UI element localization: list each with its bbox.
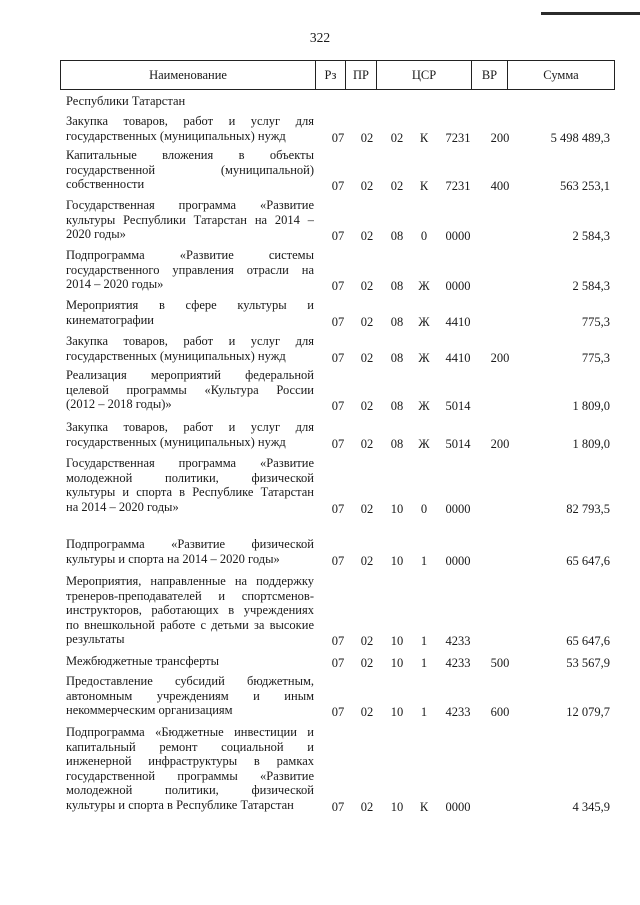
row-pr: 02	[360, 705, 374, 720]
row-name-line: государственных (муниципальных) нужд	[66, 434, 286, 449]
row-csr-subprogram: К	[419, 130, 429, 145]
row-name	[66, 537, 314, 566]
row-csr-direction: 7231	[445, 179, 471, 194]
row-csr-direction: 0000	[445, 229, 471, 244]
row-pr: 02	[360, 179, 374, 194]
row-rz: 07	[331, 800, 345, 814]
row-csr-direction: 5014	[445, 436, 471, 451]
row-name-line: на 2014 – 2020 годы»	[66, 499, 179, 514]
row-sum: 12 079,7	[566, 705, 610, 720]
row-csr-direction: 4410	[445, 314, 471, 329]
row-name-line: Государственная программа «Развитие	[66, 456, 314, 470]
row-sum: 53 567,9	[566, 656, 610, 670]
row-vr: 400	[490, 179, 510, 194]
row-pr: 02	[360, 229, 374, 244]
row-sum: 775,3	[581, 314, 610, 329]
row-csr-subprogram: 0	[420, 501, 428, 516]
row-name-line: культуры и спорта на 2014 – 2020 годы»	[66, 551, 280, 566]
row-name-line: государственных (муниципальных) нужд	[66, 128, 286, 143]
row-csr-subprogram: 1	[420, 634, 428, 649]
row-sum: 4 345,9	[572, 800, 610, 814]
row-sum: 2 584,3	[572, 229, 610, 244]
row-pr: 02	[360, 314, 374, 329]
row-name-line: по внешкольной работе с детьми за высокие	[66, 617, 314, 632]
row-name-line: собственности	[66, 177, 145, 192]
row-rz: 07	[331, 279, 345, 294]
row-name-line: Закупка товаров, работ и услуг для	[66, 114, 314, 128]
row-csr-subprogram: Ж	[418, 350, 430, 365]
row-name-line: культуры Республики Татарстан на 2014 –	[66, 212, 314, 227]
row-csr-program: 08	[390, 436, 404, 451]
row-csr-subprogram: 1	[420, 656, 428, 670]
header-vr: ВР	[472, 61, 508, 90]
row-name	[66, 420, 314, 449]
row-pr: 02	[360, 553, 374, 568]
row-rz: 07	[331, 501, 345, 516]
row-pr: 02	[360, 501, 374, 516]
row-rz: 07	[331, 436, 345, 451]
row-csr-program: 10	[390, 501, 404, 516]
row-sum: 563 253,1	[560, 179, 610, 194]
row-name-line: Государственная программа «Развитие	[66, 198, 314, 212]
row-csr-program: 08	[390, 279, 404, 294]
header-name: Наименование	[61, 61, 316, 90]
row-csr-direction: 7231	[445, 130, 471, 145]
row-pr: 02	[360, 130, 374, 145]
header-sum: Сумма	[508, 61, 615, 90]
row-name-line: культуры и спорта в Республике Татарстан	[66, 485, 314, 500]
row-csr-program: 10	[390, 656, 404, 670]
row-sum: 1 809,0	[572, 436, 610, 451]
row-name-line: государственного управления отрасли на	[66, 262, 314, 277]
row-name-line: Мероприятия в сфере культуры и	[66, 298, 314, 312]
row-vr: 600	[490, 705, 510, 720]
row-csr-program: 10	[390, 634, 404, 649]
row-csr-program: 02	[390, 179, 404, 194]
row-csr-subprogram: Ж	[418, 436, 430, 451]
row-csr-subprogram: Ж	[418, 399, 430, 414]
page-number: 322	[309, 30, 331, 45]
row-name-line: молодежной политики, физической	[66, 783, 314, 798]
row-name-line: государственной (муниципальной)	[66, 162, 314, 177]
row-name-line: государственной программы «Развитие	[66, 768, 314, 783]
row-vr: 200	[490, 350, 510, 365]
row-name-line: Подпрограмма «Бюджетные инвестиции и	[66, 725, 314, 739]
row-sum: 775,3	[581, 350, 610, 365]
row-pr: 02	[360, 656, 374, 670]
row-sum: 1 809,0	[572, 399, 610, 414]
row-pr: 02	[360, 350, 374, 365]
header-csr: ЦСР	[377, 61, 472, 90]
row-csr-direction: 0000	[445, 501, 471, 516]
row-name-line: кинематографии	[66, 312, 155, 327]
row-csr-direction: 4410	[445, 350, 471, 365]
row-rz: 07	[331, 656, 345, 670]
row-name-line: 2014 – 2020 годы»	[66, 277, 164, 292]
row-csr-direction: 4233	[445, 634, 471, 649]
row-name-line: Предоставление субсидий бюджетным,	[66, 674, 314, 688]
row-csr-subprogram: 0	[420, 229, 428, 244]
row-pr: 02	[360, 436, 374, 451]
row-csr-program: 08	[390, 399, 404, 414]
row-csr-subprogram: Ж	[418, 314, 430, 329]
row-csr-subprogram: 1	[420, 553, 428, 568]
row-name-line: Подпрограмма «Развитие физической	[66, 537, 314, 551]
row-rz: 07	[331, 705, 345, 720]
top-edge-bar	[541, 12, 640, 15]
row-pr: 02	[360, 399, 374, 414]
row-vr: 200	[490, 436, 510, 451]
row-rz: 07	[331, 399, 345, 414]
row-name-line: инженерной инфраструктуры в рамках	[66, 754, 314, 769]
row-csr-program: 08	[390, 350, 404, 365]
row-name	[66, 574, 314, 647]
row-rz: 07	[331, 553, 345, 568]
row-name-line: молодежной политики, физической	[66, 470, 314, 485]
row-csr-program: 10	[390, 705, 404, 720]
row-sum: 65 647,6	[566, 634, 610, 649]
row-name-line: Реализация мероприятий федеральной	[66, 368, 314, 382]
row-name-line: инструкторов, работающих в учреждениях	[66, 603, 314, 618]
row-pr: 02	[360, 279, 374, 294]
table-header	[60, 60, 615, 90]
row-name-line: тренеров-преподавателей и спортсменов-	[66, 588, 314, 603]
row-sum: 5 498 489,3	[550, 130, 610, 145]
row-name-line: государственных (муниципальных) нужд	[66, 348, 286, 363]
row-pr: 02	[360, 800, 374, 814]
row-name	[66, 198, 314, 242]
row-name	[66, 456, 314, 514]
row-rz: 07	[331, 130, 345, 145]
continuation-text: Республики Татарстан	[66, 94, 186, 108]
row-rz: 07	[331, 350, 345, 365]
row-csr-subprogram: 1	[420, 705, 428, 720]
row-csr-program: 10	[390, 553, 404, 568]
header-rz: Рз	[316, 61, 346, 90]
row-sum: 82 793,5	[566, 501, 610, 516]
row-name-line: автономным учреждениям и иным	[66, 688, 314, 703]
row-name-line: (2012 – 2018 годы)»	[66, 397, 172, 412]
row-csr-program: 02	[390, 130, 404, 145]
row-csr-direction: 5014	[445, 399, 471, 414]
header-pr: ПР	[346, 61, 377, 90]
row-name	[66, 248, 314, 292]
row-rz: 07	[331, 229, 345, 244]
row-name-line: Межбюджетные трансферты	[66, 654, 220, 668]
row-name	[66, 298, 314, 327]
row-csr-subprogram: К	[419, 179, 429, 194]
row-rz: 07	[331, 179, 345, 194]
row-csr-subprogram: Ж	[418, 279, 430, 294]
row-name-line: целевой программы «Культура России	[66, 382, 314, 397]
row-vr: 200	[490, 130, 510, 145]
row-name-line: результаты	[66, 632, 125, 647]
row-name-line: Подпрограмма «Развитие системы	[66, 248, 314, 262]
row-csr-direction: 0000	[445, 800, 471, 814]
row-csr-program: 10	[390, 800, 404, 814]
row-sum: 2 584,3	[572, 279, 610, 294]
row-name	[66, 725, 314, 813]
row-name	[66, 674, 314, 718]
row-name-line: Капитальные вложения в объекты	[66, 148, 314, 162]
row-csr-direction: 4233	[445, 656, 471, 670]
row-name-line: капитальный ремонт социальной и	[66, 739, 314, 754]
row-name-line: 2020 годы»	[66, 227, 126, 242]
row-name	[66, 654, 314, 669]
row-csr-direction: 4233	[445, 705, 471, 720]
row-csr-program: 08	[390, 229, 404, 244]
row-csr-direction: 0000	[445, 553, 471, 568]
row-rz: 07	[331, 634, 345, 649]
row-vr: 500	[490, 656, 510, 670]
row-csr-direction: 0000	[445, 279, 471, 294]
row-name-line: Закупка товаров, работ и услуг для	[66, 420, 314, 434]
row-name	[66, 114, 314, 143]
row-name	[66, 148, 314, 192]
row-name-line: Мероприятия, направленные на поддержку	[66, 574, 314, 588]
row-name	[66, 368, 314, 412]
row-name-line: некоммерческим организациям	[66, 703, 233, 718]
row-csr-subprogram: К	[419, 800, 429, 814]
row-name-line: культуры и спорта в Республике Татарстан	[66, 797, 294, 812]
row-name-line: Закупка товаров, работ и услуг для	[66, 334, 314, 348]
row-name	[66, 334, 314, 363]
row-pr: 02	[360, 634, 374, 649]
row-sum: 65 647,6	[566, 553, 610, 568]
row-csr-program: 08	[390, 314, 404, 329]
row-rz: 07	[331, 314, 345, 329]
